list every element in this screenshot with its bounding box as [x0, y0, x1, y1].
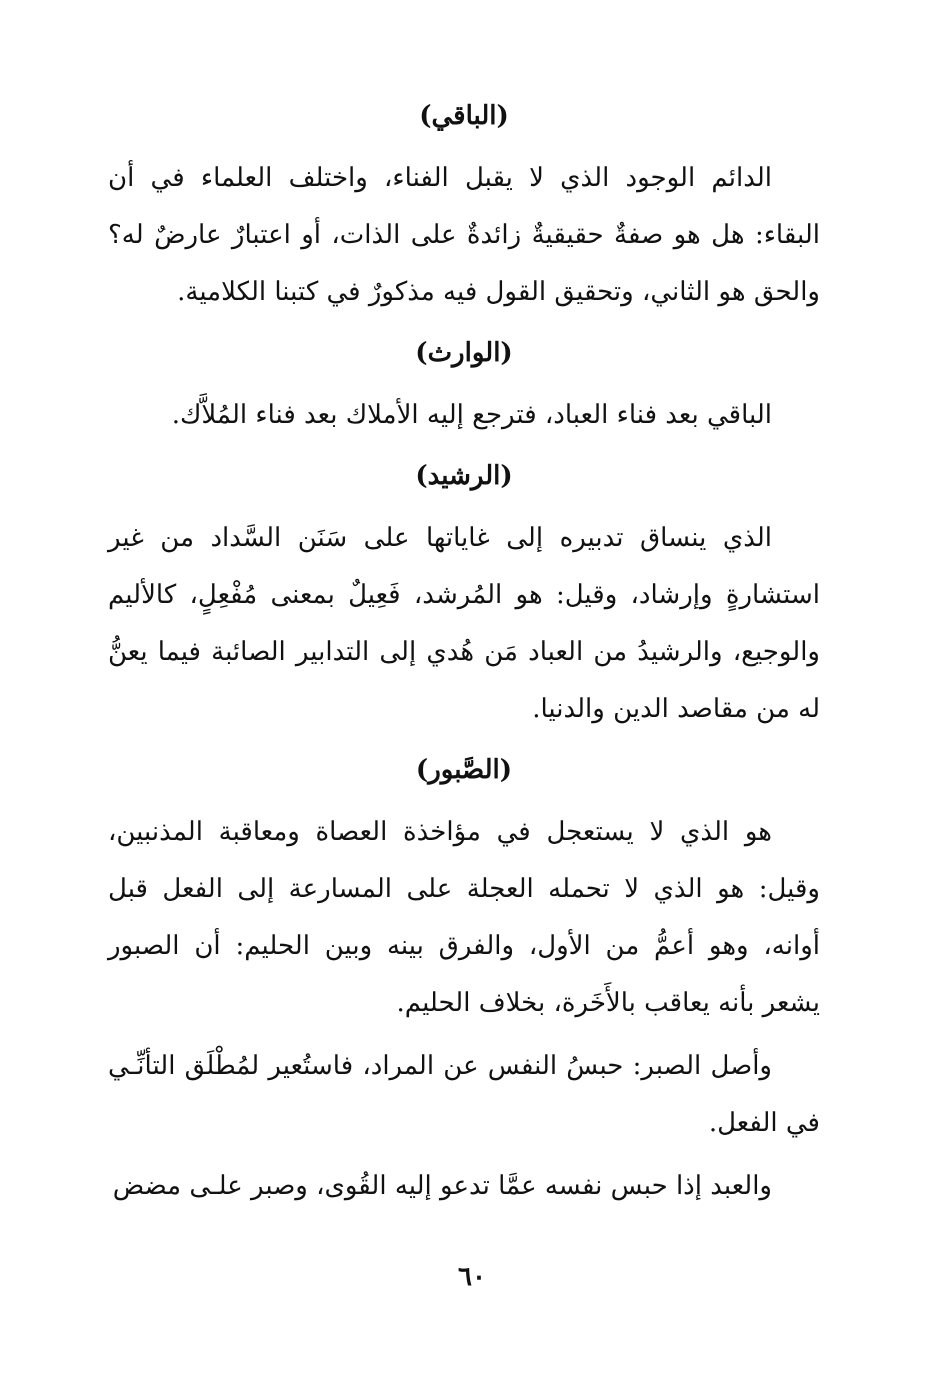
- paragraph-al-baqi: الدائم الوجود الذي لا يقبل الفناء، واختلف العلماء في أن البقاء: هل هو صفةٌ حقيقيةٌ زائدةٌ على الذات، أو اعتبارٌ عارضٌ له؟ والحق هو الثاني، وتحقيق القول فيه مذكورٌ في كتبنا الكلامية.: [108, 163, 820, 307]
- paragraph-al-sabur-2: وأصل الصبر: حبسُ النفس عن المراد، فاستُعير لمُطْلَق التأنِّـي في الفعل.: [108, 1051, 820, 1138]
- section-heading-al-baqi: (الباقي): [419, 101, 509, 131]
- section-heading-al-rashid: (الرشيد): [415, 461, 513, 491]
- section-heading-al-warith: (الوارث): [415, 338, 513, 368]
- paragraph-al-rashid: الذي ينساق تدبيره إلى غاياتها على سَنَن السَّداد من غير استشارةٍ وإرشاد، وقيل: هو المُرشد، فَعِيلٌ بمعنى مُفْعِلٍ، كالأليم والوجيع، والرشيدُ من العباد مَن هُدي إلى التدابير الصائبة فيما يعنُّ له من مقاصد الدين والدنيا.: [108, 523, 820, 724]
- page-body: [108, 96, 820, 1221]
- section-heading-al-sabur: (الصَّبور): [415, 755, 513, 785]
- paragraph-al-sabur-3: والعبد إذا حبس نفسه عمَّا تدعو إليه القُوى، وصبر علـى مضض: [112, 1171, 772, 1201]
- paragraph-al-sabur-1: هو الذي لا يستعجل في مؤاخذة العصاة ومعاقبة المذنبين، وقيل: هو الذي لا تحمله العجلة على المسارعة إلى الفعل قبل أوانه، وهو أعمُّ من الأول، والفرق بينه وبين الحليم: أن الصبور يشعر بأنه يعاقب بالأَخَرة، بخلاف الحليم.: [108, 817, 820, 1018]
- page-number: ٦٠: [458, 1262, 486, 1292]
- paragraph-al-warith: الباقي بعد فناء العباد، فترجع إليه الأملاك بعد فناء المُلاَّك.: [171, 400, 772, 430]
